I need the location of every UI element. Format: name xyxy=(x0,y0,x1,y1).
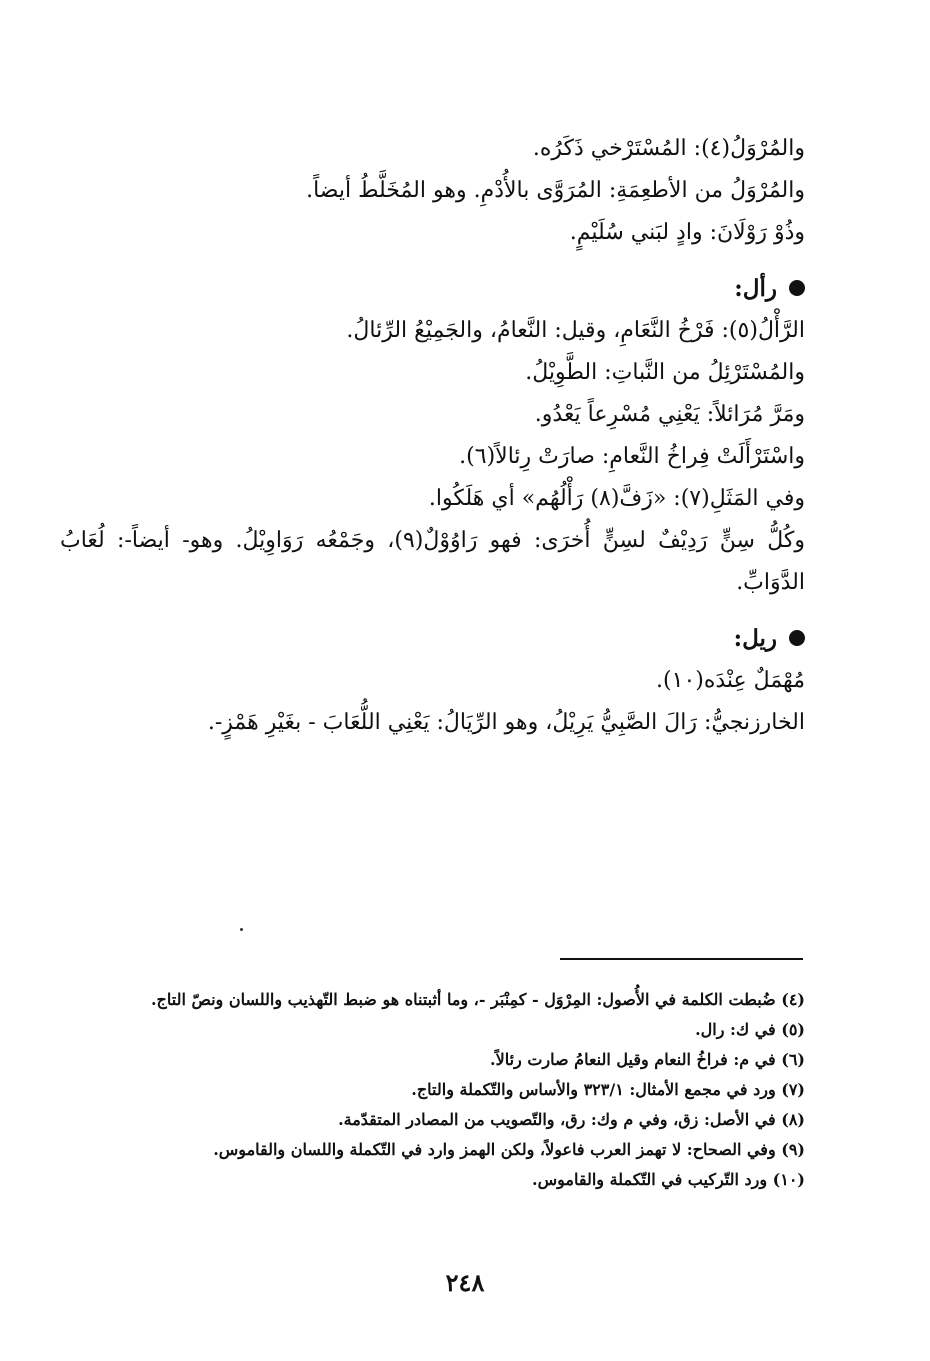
text-line: والمُسْتَرْئِلُ من النَّباتِ: الطَّوِيْلُ. xyxy=(525,360,805,385)
main-text xyxy=(60,128,805,744)
footnote: (١٠) ورد التّركيب في التّكملة والقاموس. xyxy=(532,1170,805,1189)
entry-heading xyxy=(60,268,805,310)
entry-heading-label: ريل: xyxy=(733,625,777,652)
text-line: والمُرْوَلُ من الأطعِمَةِ: المُرَوَّى بالأُدْمِ. وهو المُخَلَّطُ أيضاً. xyxy=(306,178,805,203)
text-line: وذُوْ رَوْلَانَ: وادٍ لبَني سُلَيْمٍ. xyxy=(569,220,805,245)
footnote: (٦) في م: فراخُ النعام وقيل النعامُ صارت رئالاً. xyxy=(490,1050,805,1069)
entry-heading-label: رأل: xyxy=(734,275,777,302)
footnote-separator xyxy=(560,958,803,960)
footnote: (٥) في ك: رال. xyxy=(695,1020,805,1039)
text-line: الرَّأْلُ(٥): فَرْخُ النَّعَامِ، وقيل: النَّعامُ، والجَمِيْعُ الرِّئالُ. xyxy=(346,318,805,343)
page-number: ٢٤٨ xyxy=(445,1268,485,1297)
text-line: وفي المَثَلِ(٧): «زَفَّ(٨) رَأْلُهُم» أي هَلَكُوا. xyxy=(428,486,805,511)
bullet-icon xyxy=(789,280,805,296)
footnote: (٩) وفي الصحاح: لا تهمز العرب فاعولاً، ولكن الهمز وارد في التّكملة واللسان والقاموس. xyxy=(213,1140,805,1159)
footnote: (٨) في الأصل: زق، وفي م وك: رق، والتّصويب من المصادر المتقدّمة. xyxy=(338,1110,805,1129)
stray-dot xyxy=(240,928,243,931)
text-line: واسْتَرْأَلَتْ فِراخُ النَّعامِ: صارَتْ رِئالاً(٦). xyxy=(459,444,805,469)
section-marwal xyxy=(60,128,805,254)
text-line: وكُلُّ سِنٍّ رَدِيْفٌ لسِنٍّ أُخرَى: فهو رَاوُوْلٌ(٩)، وجَمْعُه رَوَاوِيْلُ. وهو- أيضاً-: لُعَابُ الدَّوَابِّ. xyxy=(60,528,805,595)
footnotes xyxy=(95,985,805,1195)
text-line: والمُرْوَلُ(٤): المُسْتَرْخي ذَكَرُه. xyxy=(532,136,805,161)
entry-ra-l xyxy=(60,268,805,604)
text-line: ومَرَّ مُرَائلاً: يَعْنِي مُسْرِعاً يَعْدُو. xyxy=(534,402,805,427)
footnote: (٤) ضُبطت الكلمة في الأُصول: المِرْوَل - كمِنْبَر -، وما أثبتناه هو ضبط التّهذيب واللسان ونصّ التاج. xyxy=(150,990,805,1009)
entry-r-y-l xyxy=(60,618,805,744)
entry-heading xyxy=(60,618,805,660)
text-line: مُهْمَلٌ عِنْدَه(١٠). xyxy=(656,668,805,693)
bullet-icon xyxy=(789,630,805,646)
footnote: (٧) ورد في مجمع الأمثال: ٣٢٣/١ والأساس والتّكملة والتاج. xyxy=(411,1080,805,1099)
text-line: الخارزنجيُّ: رَالَ الصَّبِيُّ يَرِيْلُ، وهو الرِّيَالُ: يَعْنِي اللُّعَابَ - بغَيْرِ هَمْزٍ-. xyxy=(207,710,805,735)
